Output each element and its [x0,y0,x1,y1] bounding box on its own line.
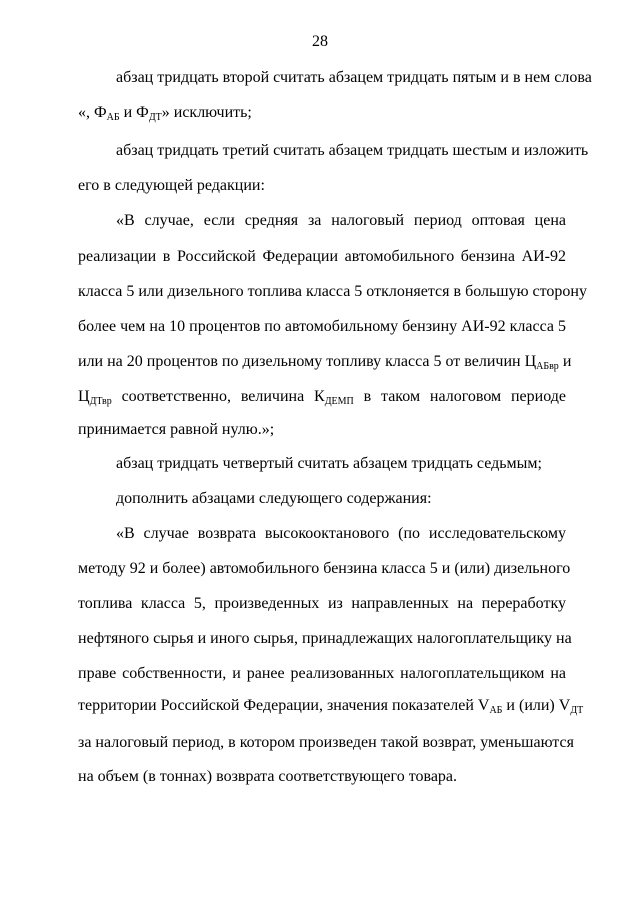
text-line [78,387,566,407]
subscript: АБ [489,705,503,716]
text-run: и [558,353,572,370]
text-line [116,211,566,231]
text-line [78,664,566,684]
text-run: топлива класса 5, произведенных из направленных на переработку [78,595,566,612]
text-line [78,317,566,337]
subscript: ДТ [148,112,162,123]
text-run: и (или) V [502,697,571,714]
text-line [78,420,566,440]
text-run: методу 92 и более) автомобильного бензина класса 5 и (или) дизельного [78,560,571,577]
text-run: «В случае возврата высокооктанового (по исследовательскому [116,525,566,542]
text-run: его в следующей редакции: [78,177,265,194]
text-line [78,176,566,196]
text-run: соответственно, величина К [111,388,325,405]
text-run: праве собственности, и ранее реализованных налогоплательщиком на [78,665,566,682]
text-line [78,352,572,372]
text-run: территории Российской Федерации, значения показателей V [78,697,490,714]
text-run: класса 5 или дизельного топлива класса 5 отклоняется в большую сторону [78,283,587,300]
text-run: абзац тридцать второй считать абзацем тридцать пятым и в нем слова [116,69,592,86]
text-line [78,559,571,579]
text-line [78,629,572,649]
text-run: «В случае, если средняя за налоговый период оптовая цена [116,212,566,229]
text-run: на объем (в тоннах) возврата соответствующего товара. [78,768,458,785]
text-line [78,696,584,716]
text-line [78,767,566,787]
text-line [116,524,566,544]
text-run: за налоговый период, в котором произведен такой возврат, уменьшаются [78,734,574,751]
text-run: Ц [78,388,90,405]
text-line [78,733,574,753]
text-run: » исключить; [161,104,252,121]
text-line [78,103,566,123]
text-line [116,68,592,88]
text-line [78,594,566,614]
text-run: в таком налоговом периоде [353,388,566,405]
text-run: нефтяного сырья и иного сырья, принадлежащих налогоплательщику на [78,630,572,647]
text-run: реализации в Российской Федерации автомобильного бензина АИ-92 [78,248,566,265]
text-line [116,141,589,161]
text-run: более чем на 10 процентов по автомобильному бензину АИ-92 класса 5 [78,318,566,335]
text-run: абзац тридцать третий считать абзацем тридцать шестым и изложить [116,142,589,159]
text-line [116,454,566,474]
text-run: дополнить абзацами следующего содержания: [116,490,432,507]
text-run: принимается равной нулю.»; [78,421,275,438]
text-line [78,282,587,302]
text-run: и Ф [119,104,149,121]
subscript: АБвр [536,361,559,372]
page-number: 28 [312,33,328,50]
subscript: ДЕМП [324,396,354,407]
subscript: АБ [106,112,120,123]
text-line [78,247,566,267]
subscript: ДТвр [89,396,112,407]
text-line [116,489,566,509]
subscript: ДТ [570,705,584,716]
text-run: абзац тридцать четвертый считать абзацем тридцать седьмым; [116,455,542,472]
text-run: или на 20 процентов по дизельному топливу класса 5 от величин Ц [78,353,537,370]
text-run: «, Ф [78,104,107,121]
